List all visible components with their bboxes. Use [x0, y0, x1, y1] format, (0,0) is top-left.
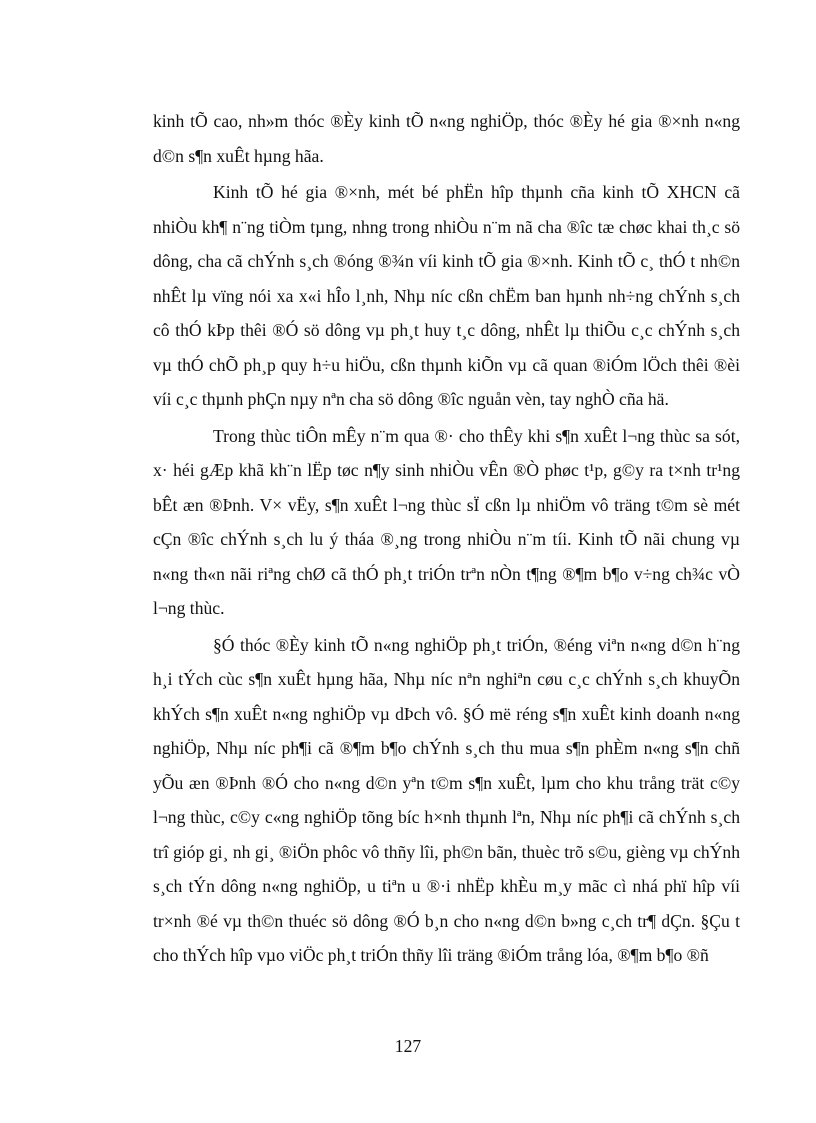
paragraph-household-economy: Kinh tÕ hé gia ®×nh, mét bé phËn hîp thµnh cña kinh tÕ XHCN cã nhiÒu kh¶ n¨ng tiÒm tµng, nhng trong nhiÒu n¨m nã cha ®îc tæ chøc khai th¸c sö dông, cha cã chÝnh s¸ch ®óng ®¾n víi kinh tÕ gia ®×nh. Kinh tÕ c¸ thÓ t nh©n nhÊt lµ vïng nói xa x«i hÎo l¸nh, Nhµ níc cßn chËm ban hµnh nh÷ng chÝnh s¸ch cô thÓ kÞp thêi ®Ó sö dông vµ ph¸t huy t¸c dông, nhÊt lµ thiÕu c¸c chÝnh s¸ch vµ thÓ chÕ ph¸p quy h÷u hiÖu, cßn thµnh kiÕn vµ cã quan ®iÓm lÖch thêi ®èi víi c¸c thµnh phÇn nµy nªn cha sö dông ®îc nguån vèn, tay nghÒ cña hä.	[153, 182, 740, 409]
paragraph-continuation: kinh tÕ cao, nh»m thóc ®Èy kinh tÕ n«ng nghiÖp, thóc ®Èy hé gia ®×nh n«ng d©n s¶n xuÊt hµng hãa.	[153, 111, 740, 166]
paragraph-agriculture-policy: §Ó thóc ®Èy kinh tÕ n«ng nghiÖp ph¸t triÓn, ®éng viªn n«ng d©n h¨ng h¸i tÝch cùc s¶n xuÊt hµng hãa, Nhµ níc nªn nghiªn cøu c¸c chÝnh s¸ch khuyÕn khÝch s¶n xuÊt n«ng nghiÖp vµ dÞch vô. §Ó më réng s¶n xuÊt kinh doanh n«ng nghiÖp, Nhµ níc ph¶i cã ®¶m b¶o chÝnh s¸ch thu mua s¶n phÈm n«ng s¶n chñ yÕu æn ®Þnh ®Ó cho n«ng d©n yªn t©m s¶n xuÊt, lµm cho khu trång trät c©y l¬ng thùc, c©y c«ng nghiÖp tõng bíc h×nh thµnh lªn, Nhµ níc ph¶i cã chÝnh s¸ch trî gióp gi¸ nh gi¸ ®iÖn phôc vô thñy lîi, ph©n bãn, thuèc trõ s©u, gièng vµ chÝnh s¸ch tÝn dông n«ng nghiÖp, u tiªn u ®·i nhËp khÈu m¸y mãc cì nhá phï hîp víi tr×nh ®é vµ th©n thuéc sö dông ®Ó b¸n cho n«ng d©n b»ng c¸ch tr¶ dÇn. §Çu t cho thÝch hîp vµo viÖc ph¸t triÓn thñy lîi träng ®iÓm trång lóa, ®¶m b¶o ®ñ	[153, 634, 740, 965]
body-text	[153, 104, 740, 975]
paragraph-food-production: Trong thùc tiÔn mÊy n¨m qua ®· cho thÊy khi s¶n xuÊt l¬ng thùc sa sót, x· héi gÆp khã kh¨n lËp tøc n¶y sinh nhiÒu vÊn ®Ò phøc t¹p, g©y ra t×nh tr¹ng bÊt æn ®Þnh. V× vËy, s¶n xuÊt l¬ng thùc sÏ cßn lµ nhiÖm vô träng t©m sè mét cÇn ®îc chÝnh s¸ch lu ý tháa ®¸ng trong nhiÒu n¨m tíi. Kinh tÕ nãi chung vµ n«ng th«n nãi riªng chØ cã thÓ ph¸t triÓn trªn nÒn t¶ng ®¶m b¶o v÷ng ch¾c vÒ l¬ng thùc.	[153, 425, 740, 618]
page-number: 127	[394, 1036, 422, 1056]
